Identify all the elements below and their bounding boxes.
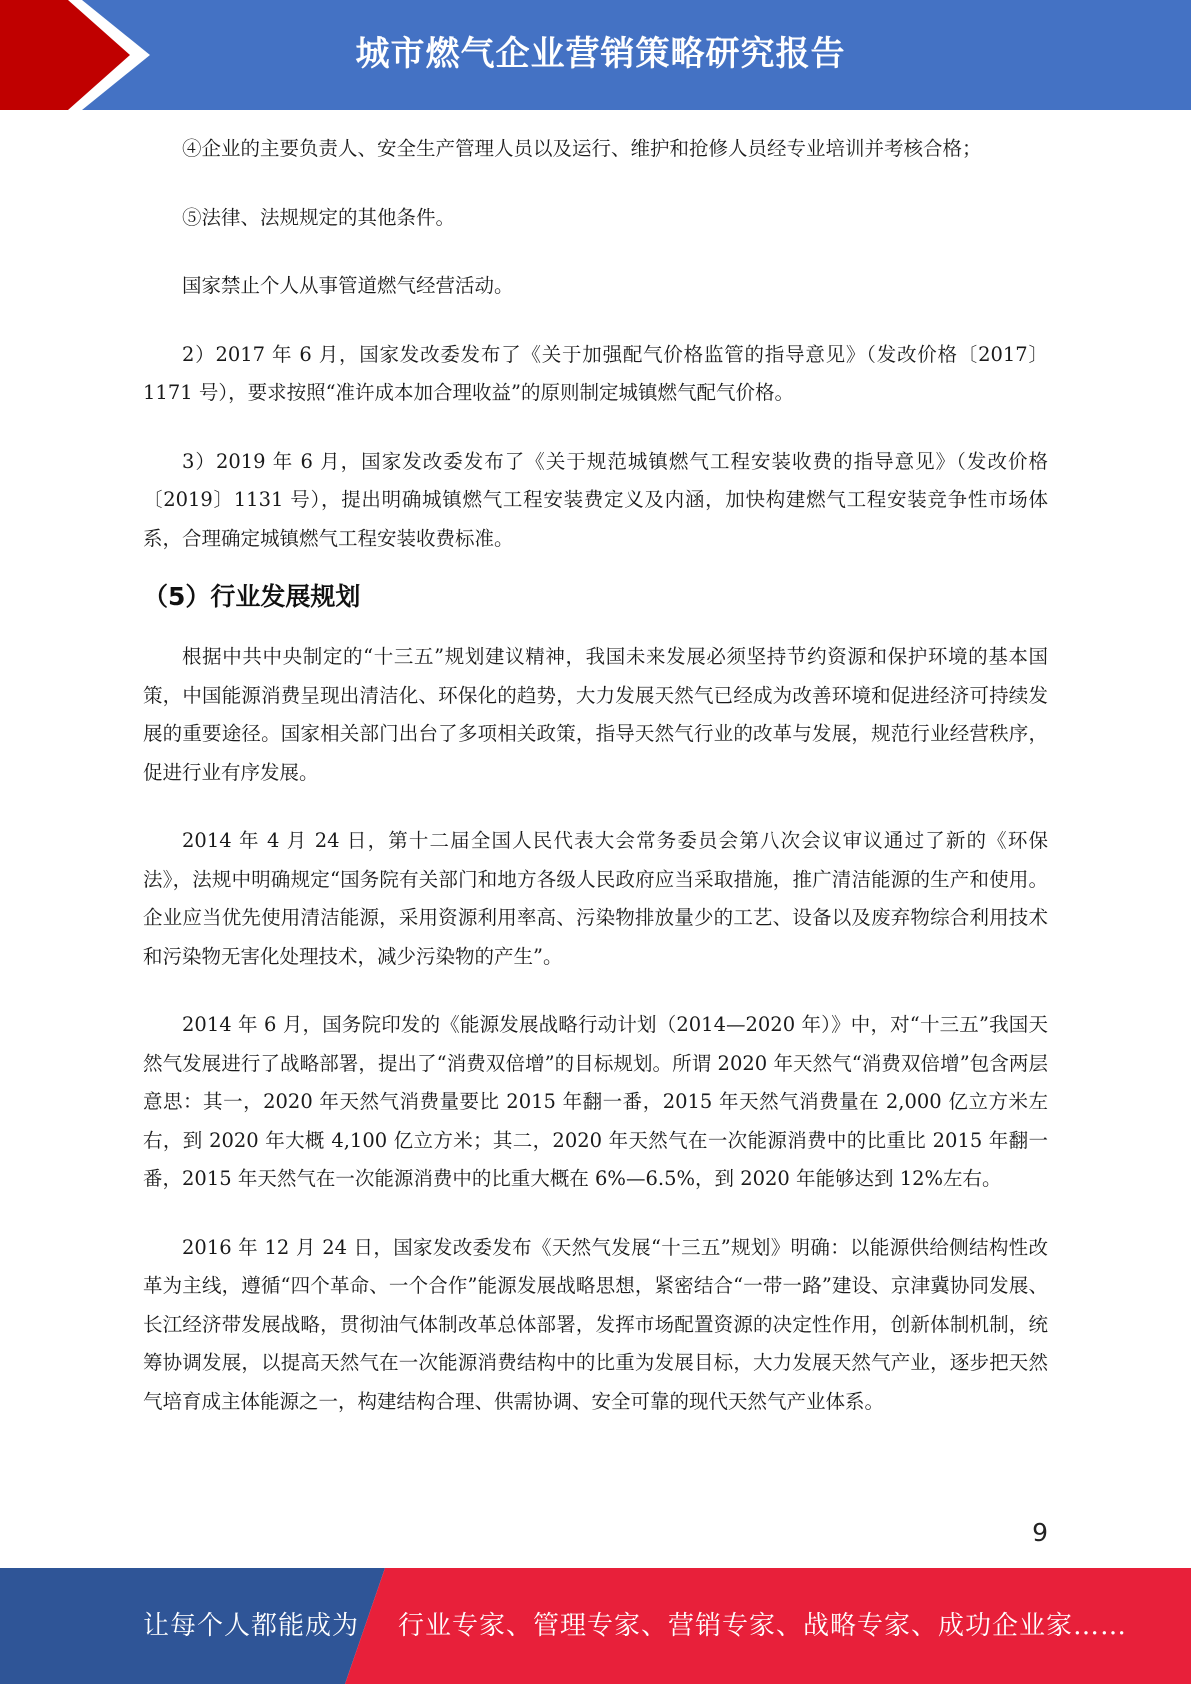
- paragraph-item-4: ④企业的主要负责人、安全生产管理人员以及运行、维护和抢修人员经专业培训并考核合格；: [182, 137, 982, 160]
- paragraph-2019-policy: 3）2019 年 6 月，国家发改委发布了《关于规范城镇燃气工程安装收费的指导意见》（发改价格〔2019〕1131 号），提出明确城镇燃气工程安装费定义及内涵，加快构建燃气工程安装竞争性市场体系，合理确定城镇燃气工程安装收费标准。: [143, 449, 1048, 550]
- section-heading: （5）行业发展规划: [143, 582, 361, 611]
- header-title: 城市燃气企业营销策略研究报告: [355, 34, 846, 74]
- paragraph-gas-13th-plan: 2016 年 12 月 24 日，国家发改委发布《天然气发展“十三五”规划》明确：以能源供给侧结构性改革为主线，遵循“四个革命、一个合作”能源发展战略思想，紧密结合“一带一路”建设、京津冀协同发展、长江经济带发展战略，贯彻油气体制改革总体部署，发挥市场配置资源的决定性作用，创新体制机制，统筹协调发展，以提高天然气在一次能源消费结构中的比重为发展目标，大力发展天然气产业，逐步把天然气培育成主体能源之一，构建结构合理、供需协调、安全可靠的现代天然气产业体系。: [143, 1235, 1048, 1413]
- paragraph-personal-ban: 国家禁止个人从事管道燃气经营活动。: [182, 274, 514, 297]
- footer-slogan-right: 行业专家、管理专家、营销专家、战略专家、成功企业家……: [398, 1611, 1128, 1641]
- paragraph-planning-intro: 根据中共中央制定的“十三五”规划建议精神，我国未来发展必须坚持节约资源和保护环境的基本国策，中国能源消费呈现出清洁化、环保化的趋势，大力发展天然气已经成为改善环境和促进经济可持续发展的重要途径。国家相关部门出台了多项相关政策，指导天然气行业的改革与发展，规范行业经营秩序，促进行业有序发展。: [143, 645, 1048, 784]
- document-body: [143, 130, 1048, 1421]
- paragraph-energy-plan: 2014 年 6 月，国务院印发的《能源发展战略行动计划（2014—2020 年）》中，对“十三五”我国天然气发展进行了战略部署，提出了“消费双倍增”的目标规划。所谓 2020 年天然气“消费双倍增”包含两层意思：其一，2020 年天然气消费量要比 2015 年翻一番，2015 年天然气消费量在 2,000 亿立方米左右，到 2020 年大概 4,100 亿立方米；其二，2020 年天然气在一次能源消费中的比重比 2015 年翻一番，2015 年天然气在一次能源消费中的比重大概在 6%—6.5%，到 2020 年能够达到 12%左右。: [143, 1013, 1048, 1190]
- page-footer: [0, 1568, 1191, 1684]
- footer-slogan-left: 让每个人都能成为: [143, 1611, 360, 1641]
- paragraph-environment-law: 2014 年 4 月 24 日，第十二届全国人民代表大会常务委员会第八次会议审议通过了新的《环保法》，法规中明确规定“国务院有关部门和地方各级人民政府应当采取措施，推广清洁能源的生产和使用。企业应当优先使用清洁能源，采用资源利用率高、污染物排放量少的工艺、设备以及废弃物综合利用技术和污染物无害化处理技术，减少污染物的产生”。: [143, 829, 1048, 968]
- page-header: [0, 0, 1191, 110]
- paragraph-item-5: ⑤法律、法规规定的其他条件。: [182, 205, 456, 229]
- page-number: 9: [1032, 1518, 1048, 1547]
- paragraph-2017-policy: 2）2017 年 6 月，国家发改委发布了《关于加强配气价格监管的指导意见》（发改价格〔2017〕1171 号），要求按照“准许成本加合理收益”的原则制定城镇燃气配气价格。: [143, 342, 1048, 404]
